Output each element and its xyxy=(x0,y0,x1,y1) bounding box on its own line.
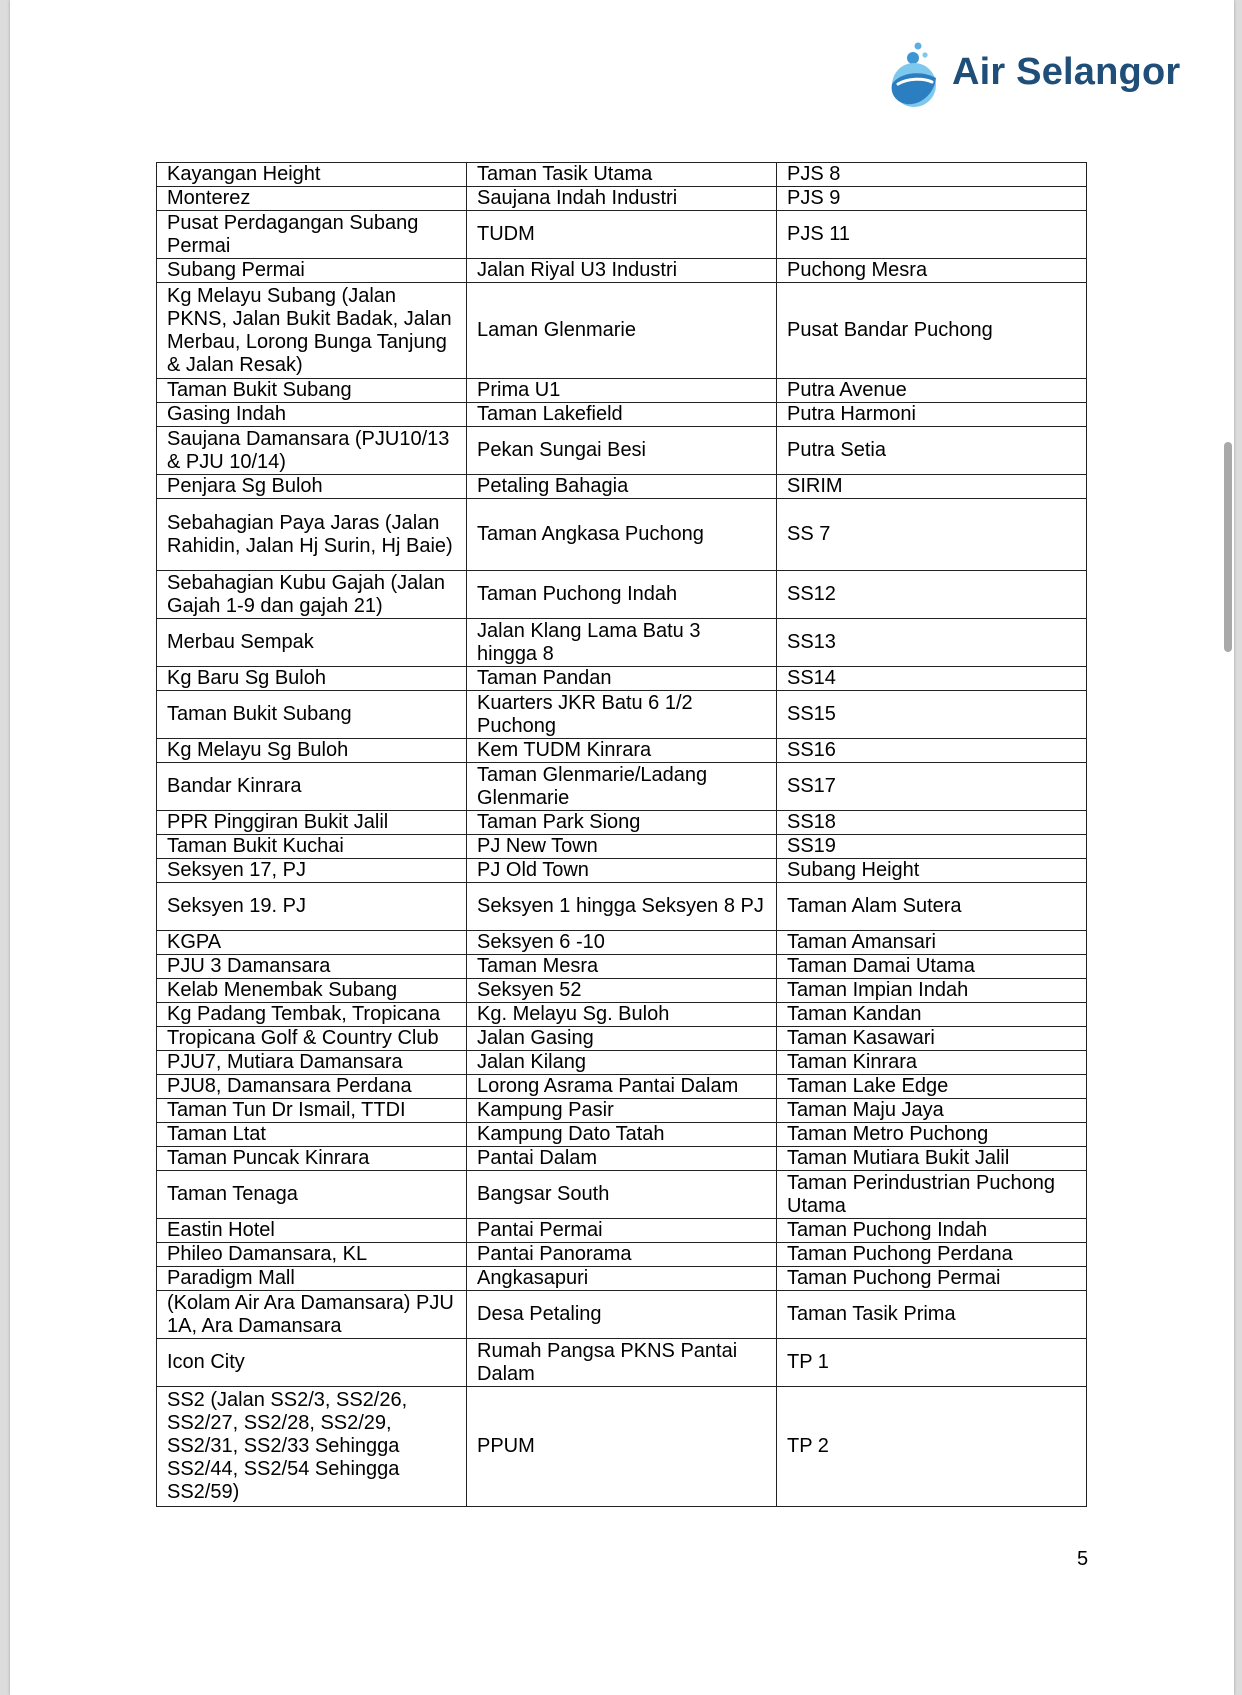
table-cell: Penjara Sg Buloh xyxy=(157,475,467,499)
table-cell: Kampung Dato Tatah xyxy=(467,1123,777,1147)
table-cell: Taman Puchong Perdana xyxy=(777,1243,1087,1267)
table-cell: Monterez xyxy=(157,187,467,211)
table-cell: Subang Permai xyxy=(157,259,467,283)
table-row xyxy=(157,811,1087,835)
table-cell: SS19 xyxy=(777,835,1087,859)
table-cell: SS2 (Jalan SS2/3, SS2/26, SS2/27, SS2/28, SS2/29, SS2/31, SS2/33 Sehingga SS2/44, SS2/54 Sehingga SS2/59) xyxy=(157,1387,467,1507)
table-cell: Taman Ltat xyxy=(157,1123,467,1147)
table-cell: Taman Maju Jaya xyxy=(777,1099,1087,1123)
table-row xyxy=(157,1123,1087,1147)
table-row xyxy=(157,1147,1087,1171)
table-row xyxy=(157,1075,1087,1099)
table-row xyxy=(157,1387,1087,1507)
table-cell: SS 7 xyxy=(777,499,1087,571)
table-cell: PJS 9 xyxy=(777,187,1087,211)
table-cell: Pantai Permai xyxy=(467,1219,777,1243)
table-cell: SS18 xyxy=(777,811,1087,835)
table-cell: Putra Avenue xyxy=(777,379,1087,403)
table-cell: SS13 xyxy=(777,619,1087,667)
table-cell: SS16 xyxy=(777,739,1087,763)
table-row xyxy=(157,499,1087,571)
table-cell: Taman Mesra xyxy=(467,955,777,979)
table-row xyxy=(157,427,1087,475)
table-cell: Kayangan Height xyxy=(157,163,467,187)
table-cell: Taman Mutiara Bukit Jalil xyxy=(777,1147,1087,1171)
table-cell: Pekan Sungai Besi xyxy=(467,427,777,475)
table-cell: Taman Alam Sutera xyxy=(777,883,1087,931)
table-cell: Kg Padang Tembak, Tropicana xyxy=(157,1003,467,1027)
table-cell: PJS 11 xyxy=(777,211,1087,259)
table-row xyxy=(157,571,1087,619)
table-row xyxy=(157,1099,1087,1123)
table-cell: Seksyen 17, PJ xyxy=(157,859,467,883)
table-cell: Kg Baru Sg Buloh xyxy=(157,667,467,691)
table-row xyxy=(157,1267,1087,1291)
table-row xyxy=(157,1027,1087,1051)
table-cell: Seksyen 19. PJ xyxy=(157,883,467,931)
table-cell: Taman Lake Edge xyxy=(777,1075,1087,1099)
brand-logo xyxy=(878,38,1198,108)
table-cell: Taman Pandan xyxy=(467,667,777,691)
table-cell: Jalan Riyal U3 Industri xyxy=(467,259,777,283)
table-row xyxy=(157,667,1087,691)
table-cell: Taman Park Siong xyxy=(467,811,777,835)
table-row xyxy=(157,1003,1087,1027)
table-row xyxy=(157,931,1087,955)
table-cell: Bandar Kinrara xyxy=(157,763,467,811)
table-cell: TUDM xyxy=(467,211,777,259)
table-cell: TP 1 xyxy=(777,1339,1087,1387)
table-cell: Kg Melayu Sg Buloh xyxy=(157,739,467,763)
table-row xyxy=(157,1051,1087,1075)
table-cell: Pantai Panorama xyxy=(467,1243,777,1267)
water-drop-icon xyxy=(878,38,948,108)
table-cell: Taman Glenmarie/Ladang Glenmarie xyxy=(467,763,777,811)
table-cell: Subang Height xyxy=(777,859,1087,883)
table-cell: Taman Kasawari xyxy=(777,1027,1087,1051)
table-cell: Taman Impian Indah xyxy=(777,979,1087,1003)
table-cell: Eastin Hotel xyxy=(157,1219,467,1243)
table-cell: PJ Old Town xyxy=(467,859,777,883)
table-cell: Sebahagian Paya Jaras (Jalan Rahidin, Jalan Hj Surin, Hj Baie) xyxy=(157,499,467,571)
table-cell: Taman Angkasa Puchong xyxy=(467,499,777,571)
scrollbar-thumb[interactable] xyxy=(1224,442,1232,652)
table-cell: SIRIM xyxy=(777,475,1087,499)
table-row xyxy=(157,979,1087,1003)
table-cell: Angkasapuri xyxy=(467,1267,777,1291)
table-row xyxy=(157,619,1087,667)
table-cell: Putra Harmoni xyxy=(777,403,1087,427)
table-row xyxy=(157,187,1087,211)
table-row xyxy=(157,883,1087,931)
table-cell: Kuarters JKR Batu 6 1/2 Puchong xyxy=(467,691,777,739)
table-cell: Jalan Kilang xyxy=(467,1051,777,1075)
document-page xyxy=(10,0,1234,1695)
table-cell: SS17 xyxy=(777,763,1087,811)
table-cell: Taman Puncak Kinrara xyxy=(157,1147,467,1171)
table-row xyxy=(157,211,1087,259)
table-cell: Petaling Bahagia xyxy=(467,475,777,499)
table-body xyxy=(157,163,1087,1507)
table-cell: KGPA xyxy=(157,931,467,955)
table-cell: Taman Bukit Kuchai xyxy=(157,835,467,859)
table-cell: PJU7, Mutiara Damansara xyxy=(157,1051,467,1075)
table-cell: Seksyen 1 hingga Seksyen 8 PJ xyxy=(467,883,777,931)
table-cell: Saujana Indah Industri xyxy=(467,187,777,211)
table-cell: Laman Glenmarie xyxy=(467,283,777,379)
table-cell: Lorong Asrama Pantai Dalam xyxy=(467,1075,777,1099)
table-cell: Taman Kandan xyxy=(777,1003,1087,1027)
table-row xyxy=(157,859,1087,883)
table-row xyxy=(157,403,1087,427)
table-row xyxy=(157,163,1087,187)
table-cell: Saujana Damansara (PJU10/13 & PJU 10/14) xyxy=(157,427,467,475)
table-cell: Prima U1 xyxy=(467,379,777,403)
table-cell: Taman Puchong Indah xyxy=(467,571,777,619)
table-cell: Taman Tasik Prima xyxy=(777,1291,1087,1339)
table-cell: Jalan Gasing xyxy=(467,1027,777,1051)
table-cell: Kampung Pasir xyxy=(467,1099,777,1123)
table-cell: Pusat Bandar Puchong xyxy=(777,283,1087,379)
table-cell: Seksyen 6 -10 xyxy=(467,931,777,955)
table-cell: Taman Tenaga xyxy=(157,1171,467,1219)
table-cell: Seksyen 52 xyxy=(467,979,777,1003)
service-areas-table xyxy=(156,162,1087,1507)
table-cell: TP 2 xyxy=(777,1387,1087,1507)
table-cell: Kg. Melayu Sg. Buloh xyxy=(467,1003,777,1027)
table-row xyxy=(157,1171,1087,1219)
table-cell: Tropicana Golf & Country Club xyxy=(157,1027,467,1051)
table-cell: Rumah Pangsa PKNS Pantai Dalam xyxy=(467,1339,777,1387)
table-cell: Taman Tun Dr Ismail, TTDI xyxy=(157,1099,467,1123)
table-row xyxy=(157,1339,1087,1387)
table-cell: Taman Damai Utama xyxy=(777,955,1087,979)
table-cell: PJ New Town xyxy=(467,835,777,859)
table-row xyxy=(157,475,1087,499)
brand-name: Air Selangor xyxy=(952,51,1181,93)
table-cell: Taman Tasik Utama xyxy=(467,163,777,187)
table-cell: Bangsar South xyxy=(467,1171,777,1219)
page-number: 5 xyxy=(1077,1548,1089,1570)
table-row xyxy=(157,1291,1087,1339)
table-row xyxy=(157,955,1087,979)
table-row xyxy=(157,379,1087,403)
table-row xyxy=(157,259,1087,283)
table-cell: Taman Puchong Indah xyxy=(777,1219,1087,1243)
table-cell: Taman Amansari xyxy=(777,931,1087,955)
table-row xyxy=(157,691,1087,739)
table-cell: Taman Kinrara xyxy=(777,1051,1087,1075)
table-cell: Kg Melayu Subang (Jalan PKNS, Jalan Bukit Badak, Jalan Merbau, Lorong Bunga Tanjung & Jalan Resak) xyxy=(157,283,467,379)
table-row xyxy=(157,739,1087,763)
table-cell: PJU8, Damansara Perdana xyxy=(157,1075,467,1099)
table-cell: Jalan Klang Lama Batu 3 hingga 8 xyxy=(467,619,777,667)
table-cell: Pusat Perdagangan Subang Permai xyxy=(157,211,467,259)
table-cell: Paradigm Mall xyxy=(157,1267,467,1291)
table-row xyxy=(157,763,1087,811)
table-cell: PJS 8 xyxy=(777,163,1087,187)
table-cell: Taman Puchong Permai xyxy=(777,1267,1087,1291)
table-row xyxy=(157,1243,1087,1267)
table-cell: SS12 xyxy=(777,571,1087,619)
table-cell: (Kolam Air Ara Damansara) PJU 1A, Ara Damansara xyxy=(157,1291,467,1339)
table-cell: Puchong Mesra xyxy=(777,259,1087,283)
table-cell: Icon City xyxy=(157,1339,467,1387)
table-cell: Kem TUDM Kinrara xyxy=(467,739,777,763)
table-row xyxy=(157,1219,1087,1243)
table-cell: SS15 xyxy=(777,691,1087,739)
table-cell: Taman Lakefield xyxy=(467,403,777,427)
table-cell: Desa Petaling xyxy=(467,1291,777,1339)
table-cell: Pantai Dalam xyxy=(467,1147,777,1171)
table-cell: Gasing Indah xyxy=(157,403,467,427)
table-cell: Taman Perindustrian Puchong Utama xyxy=(777,1171,1087,1219)
table-cell: PPR Pinggiran Bukit Jalil xyxy=(157,811,467,835)
table-cell: Taman Bukit Subang xyxy=(157,691,467,739)
table-cell: SS14 xyxy=(777,667,1087,691)
table-cell: Taman Bukit Subang xyxy=(157,379,467,403)
table-cell: Phileo Damansara, KL xyxy=(157,1243,467,1267)
table-cell: Putra Setia xyxy=(777,427,1087,475)
table-row xyxy=(157,835,1087,859)
table-cell: PJU 3 Damansara xyxy=(157,955,467,979)
table-cell: Sebahagian Kubu Gajah (Jalan Gajah 1-9 dan gajah 21) xyxy=(157,571,467,619)
table-cell: Kelab Menembak Subang xyxy=(157,979,467,1003)
table-row xyxy=(157,283,1087,379)
table-cell: Merbau Sempak xyxy=(157,619,467,667)
table-cell: Taman Metro Puchong xyxy=(777,1123,1087,1147)
table-cell: PPUM xyxy=(467,1387,777,1507)
